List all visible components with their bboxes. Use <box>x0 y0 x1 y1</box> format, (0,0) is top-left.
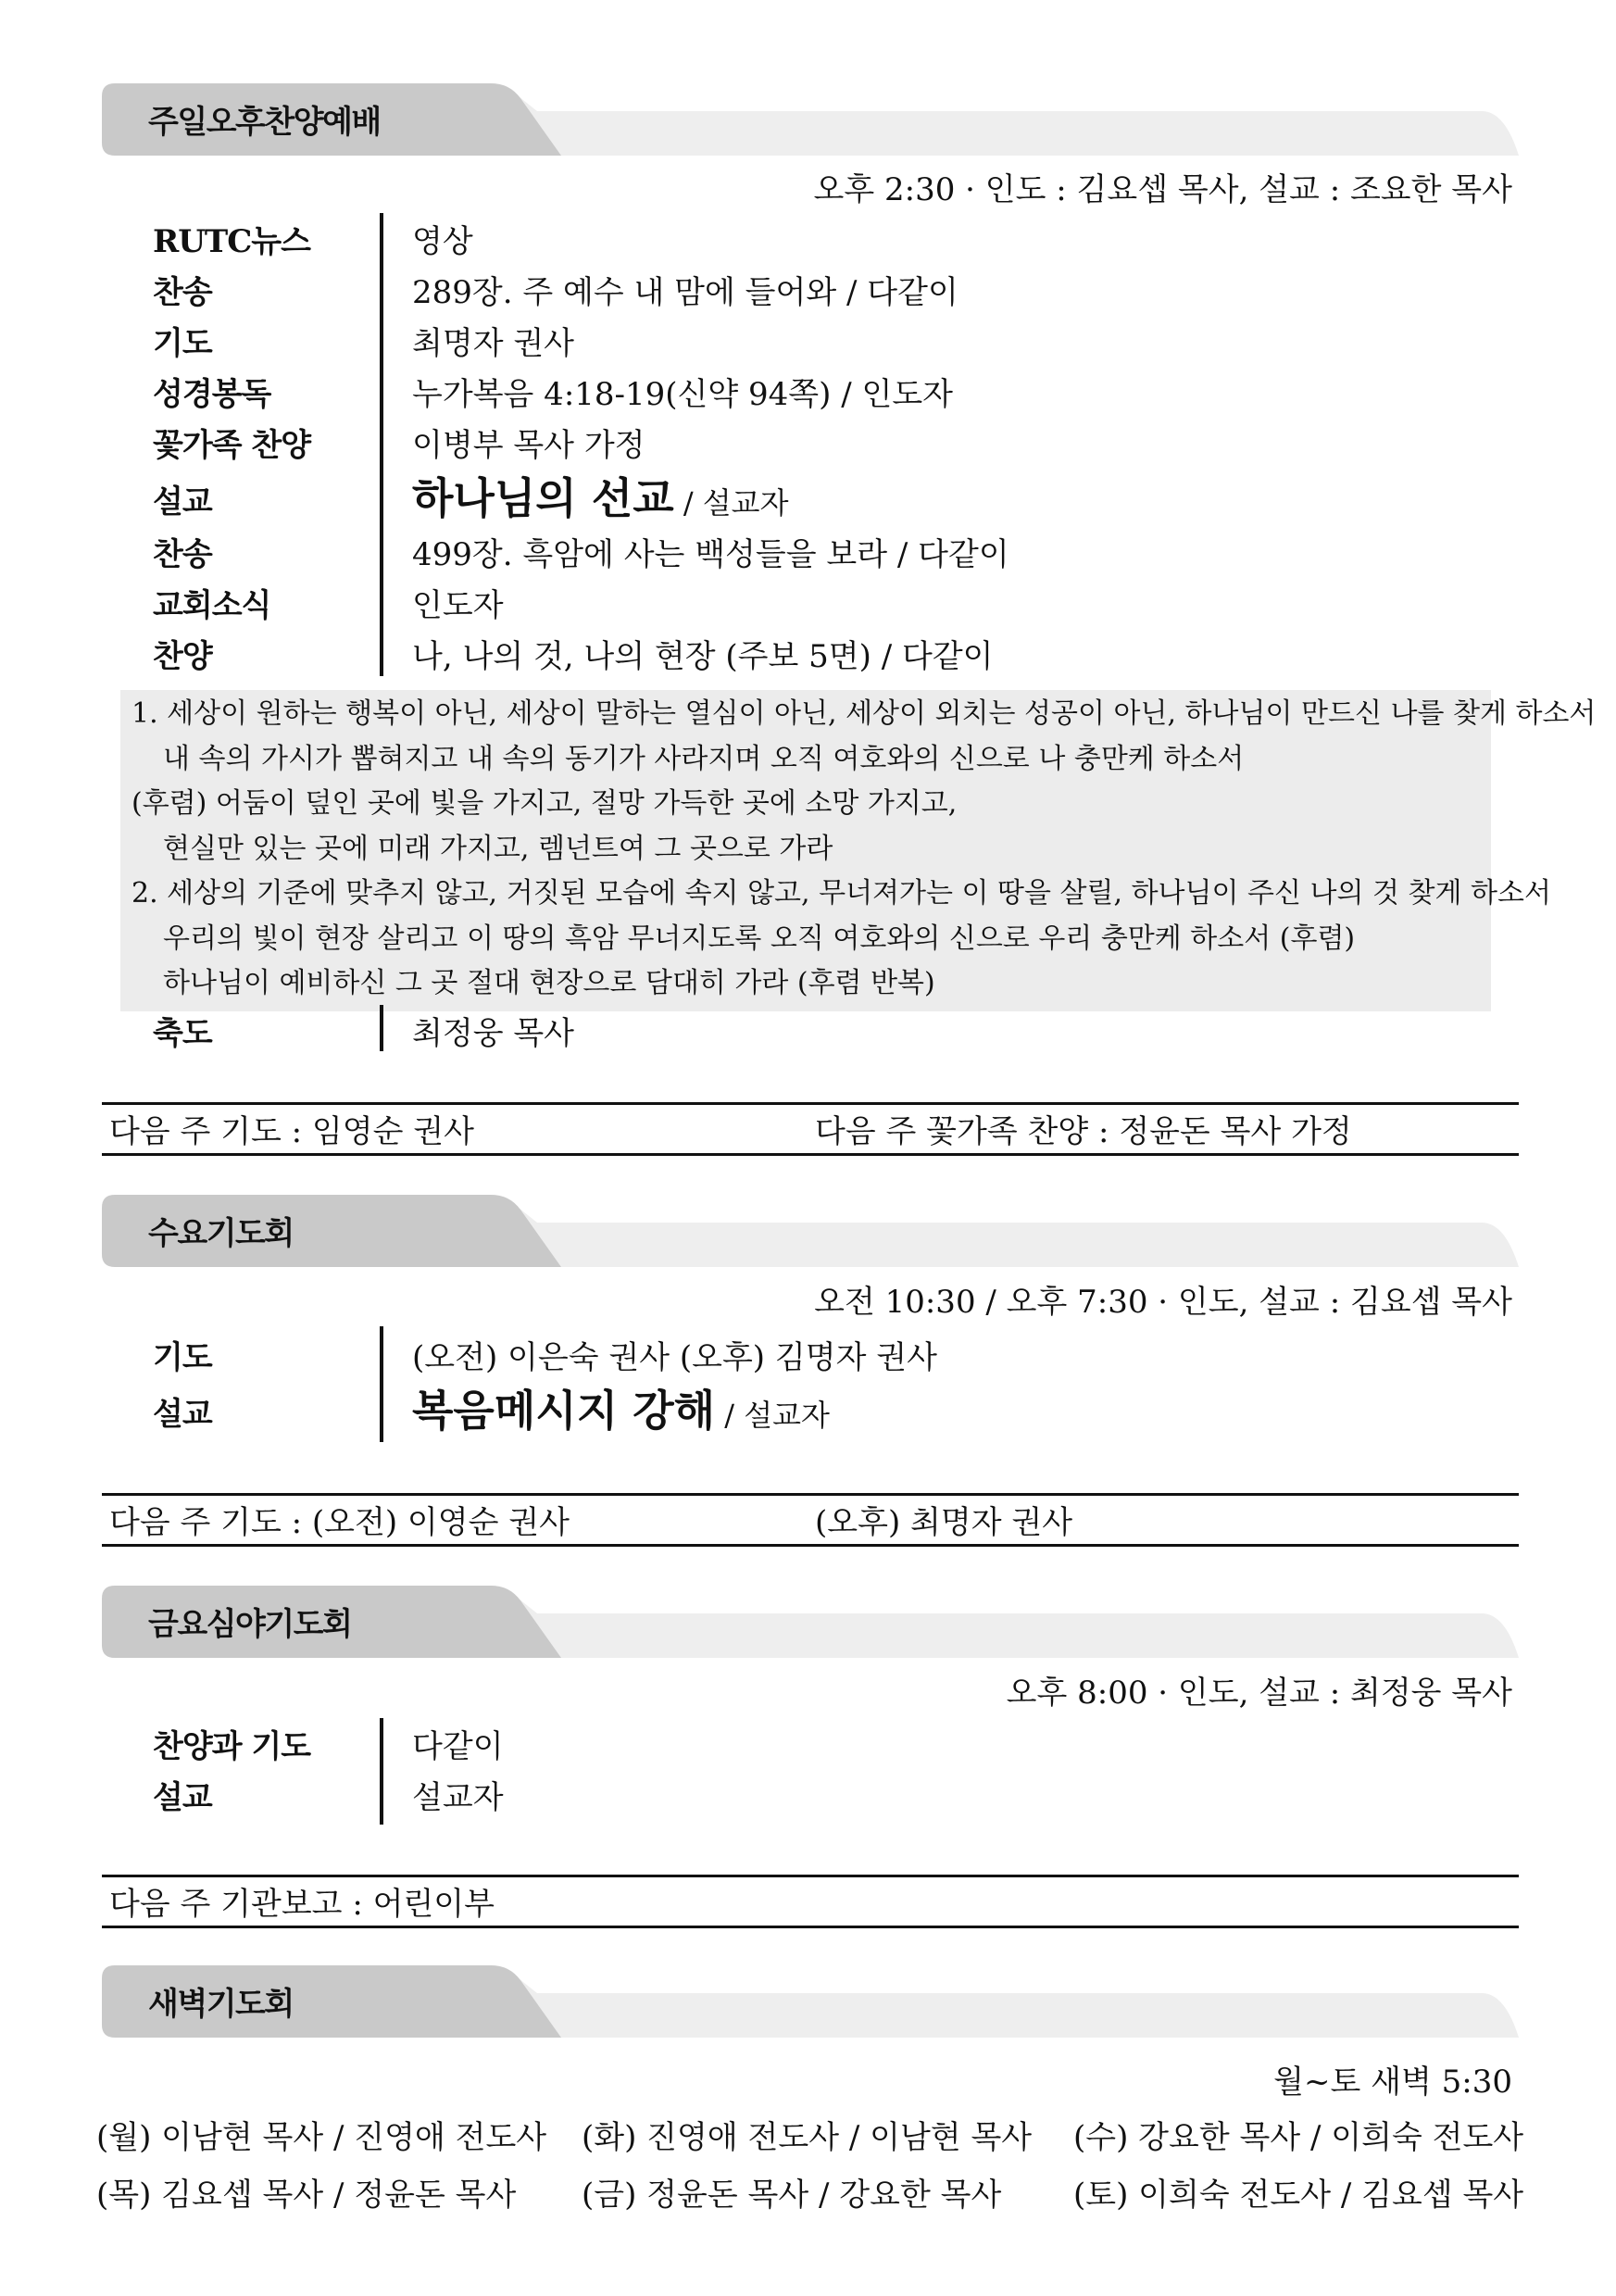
order-divider <box>380 1005 383 1051</box>
dawn-header <box>102 1965 1519 2038</box>
order-label: 설교 <box>153 483 212 521</box>
next-week-prayer: 다음 주 기도 : 임영순 권사 <box>109 1113 474 1150</box>
order-value: 최명자 권사 <box>412 325 575 362</box>
order-value: 누가복음 4:18-19(신약 94쪽) / 인도자 <box>412 376 954 413</box>
lyrics-line: 2. 세상의 기준에 맞추지 않고, 거짓된 모습에 속지 않고, 무너져가는 이 땅을 살릴, 하나님이 주신 나의 것 찾게 하소서 <box>132 877 1551 910</box>
next-week-choir: 다음 주 꽃가족 찬양 : 정윤돈 목사 가정 <box>815 1113 1352 1150</box>
order-label: 축도 <box>153 1015 212 1052</box>
header-tab-shape <box>102 1965 1519 2038</box>
order-label: 찬송 <box>153 274 212 311</box>
order-value: 나, 나의 것, 나의 현장 (주보 5면) / 다같이 <box>412 638 994 675</box>
dawn-day-entry: (수) 강요한 목사 / 이희숙 전도사 <box>1073 2119 1524 2156</box>
lyrics-line: 내 속의 가시가 뽑혀지고 내 속의 동기가 사라지며 오직 여호와의 신으로 나 충만케 하소서 <box>163 742 1245 775</box>
section-title: 금요심야기도회 <box>148 1606 352 1643</box>
lyrics-line: 하나님이 예비하신 그 곳 절대 현장으로 담대히 가라 (후렴 반복) <box>163 967 935 999</box>
sermon-by: / 설교자 <box>673 485 789 521</box>
dawn-day-entry: (토) 이희숙 전도사 / 김요셉 목사 <box>1073 2177 1524 2214</box>
friday-time: 오후 8:00 · 인도, 설교 : 최정웅 목사 <box>1006 1675 1512 1712</box>
order-value <box>412 465 789 526</box>
friday-header <box>102 1586 1519 1658</box>
dawn-day-entry: (월) 이남현 목사 / 진영애 전도사 <box>96 2119 547 2156</box>
section-title: 수요기도회 <box>148 1215 294 1252</box>
sermon-by: / 설교자 <box>715 1398 830 1433</box>
dawn-day-entry: (금) 정윤돈 목사 / 강요한 목사 <box>582 2177 1002 2214</box>
order-label: 꽃가족 찬양 <box>153 427 311 464</box>
dawn-day-entry: (목) 김요셉 목사 / 정윤돈 목사 <box>96 2177 517 2214</box>
order-label: 찬양 <box>153 638 212 675</box>
sermon-title: 하나님의 선교 <box>412 473 674 523</box>
lyrics-line: (후렴) 어둠이 덮인 곳에 빛을 가지고, 절망 가득한 곳에 소망 가지고, <box>132 787 958 820</box>
order-divider <box>380 1718 383 1825</box>
order-label: 교회소식 <box>153 587 271 624</box>
dawn-time: 월~토 새벽 5:30 <box>1273 2064 1512 2101</box>
order-value: 설교자 <box>412 1779 504 1816</box>
order-label: 기도 <box>153 325 212 362</box>
next-week-prayer-am: 다음 주 기도 : (오전) 이영순 권사 <box>109 1504 570 1541</box>
section-title: 주일오후찬양예배 <box>148 104 381 141</box>
sunday-time: 오후 2:30 · 인도 : 김요셉 목사, 설교 : 조요한 목사 <box>813 171 1512 208</box>
next-week-report: 다음 주 기관보고 : 어린이부 <box>109 1886 495 1923</box>
sunday-header <box>102 83 1519 156</box>
sermon-title: 복음메시지 강해 <box>412 1386 716 1436</box>
order-label: 찬양과 기도 <box>153 1728 311 1765</box>
divider <box>102 1875 1519 1877</box>
order-label: 설교 <box>153 1396 212 1433</box>
order-value: 인도자 <box>412 587 504 624</box>
wednesday-time: 오전 10:30 / 오후 7:30 · 인도, 설교 : 김요셉 목사 <box>814 1284 1512 1321</box>
lyrics-line: 우리의 빛이 현장 살리고 이 땅의 흑암 무너지도록 오직 여호와의 신으로 우리 충만케 하소서 (후렴) <box>163 922 1356 955</box>
order-value: 이병부 목사 가정 <box>412 427 645 464</box>
order-value: (오전) 이은숙 권사 (오후) 김명자 권사 <box>412 1339 937 1376</box>
order-label: 기도 <box>153 1339 212 1376</box>
divider <box>102 1493 1519 1496</box>
divider <box>102 1926 1519 1928</box>
order-value: 영상 <box>412 223 473 260</box>
order-value: 289장. 주 예수 내 맘에 들어와 / 다같이 <box>412 274 958 311</box>
order-value <box>412 1377 830 1438</box>
dawn-day-entry: (화) 진영애 전도사 / 이남현 목사 <box>582 2119 1033 2156</box>
order-label: 찬송 <box>153 536 212 573</box>
order-divider <box>380 1326 383 1442</box>
divider <box>102 1153 1519 1156</box>
hymn-lyrics-box <box>120 690 1597 1011</box>
divider <box>102 1544 1519 1547</box>
section-title: 새벽기도회 <box>148 1986 294 2023</box>
lyrics-line: 1. 세상이 원하는 행복이 아닌, 세상이 말하는 열심이 아닌, 세상이 외치는 성공이 아닌, 하나님이 만드신 나를 찾게 하소서 <box>132 697 1597 730</box>
order-value: 다같이 <box>412 1728 504 1765</box>
order-divider <box>380 213 383 676</box>
order-label: RUTC뉴스 <box>153 223 310 260</box>
next-week-prayer-pm: (오후) 최명자 권사 <box>815 1504 1073 1541</box>
order-label: 설교 <box>153 1779 212 1816</box>
wednesday-header <box>102 1195 1519 1267</box>
order-value: 최정웅 목사 <box>412 1015 575 1052</box>
order-label: 성경봉독 <box>153 376 271 413</box>
lyrics-line: 현실만 있는 곳에 미래 가지고, 렘넌트여 그 곳으로 가라 <box>163 832 833 865</box>
order-value: 499장. 흑암에 사는 백성들을 보라 / 다같이 <box>412 536 1009 573</box>
divider <box>102 1102 1519 1105</box>
header-tab-shape <box>102 1195 1519 1267</box>
